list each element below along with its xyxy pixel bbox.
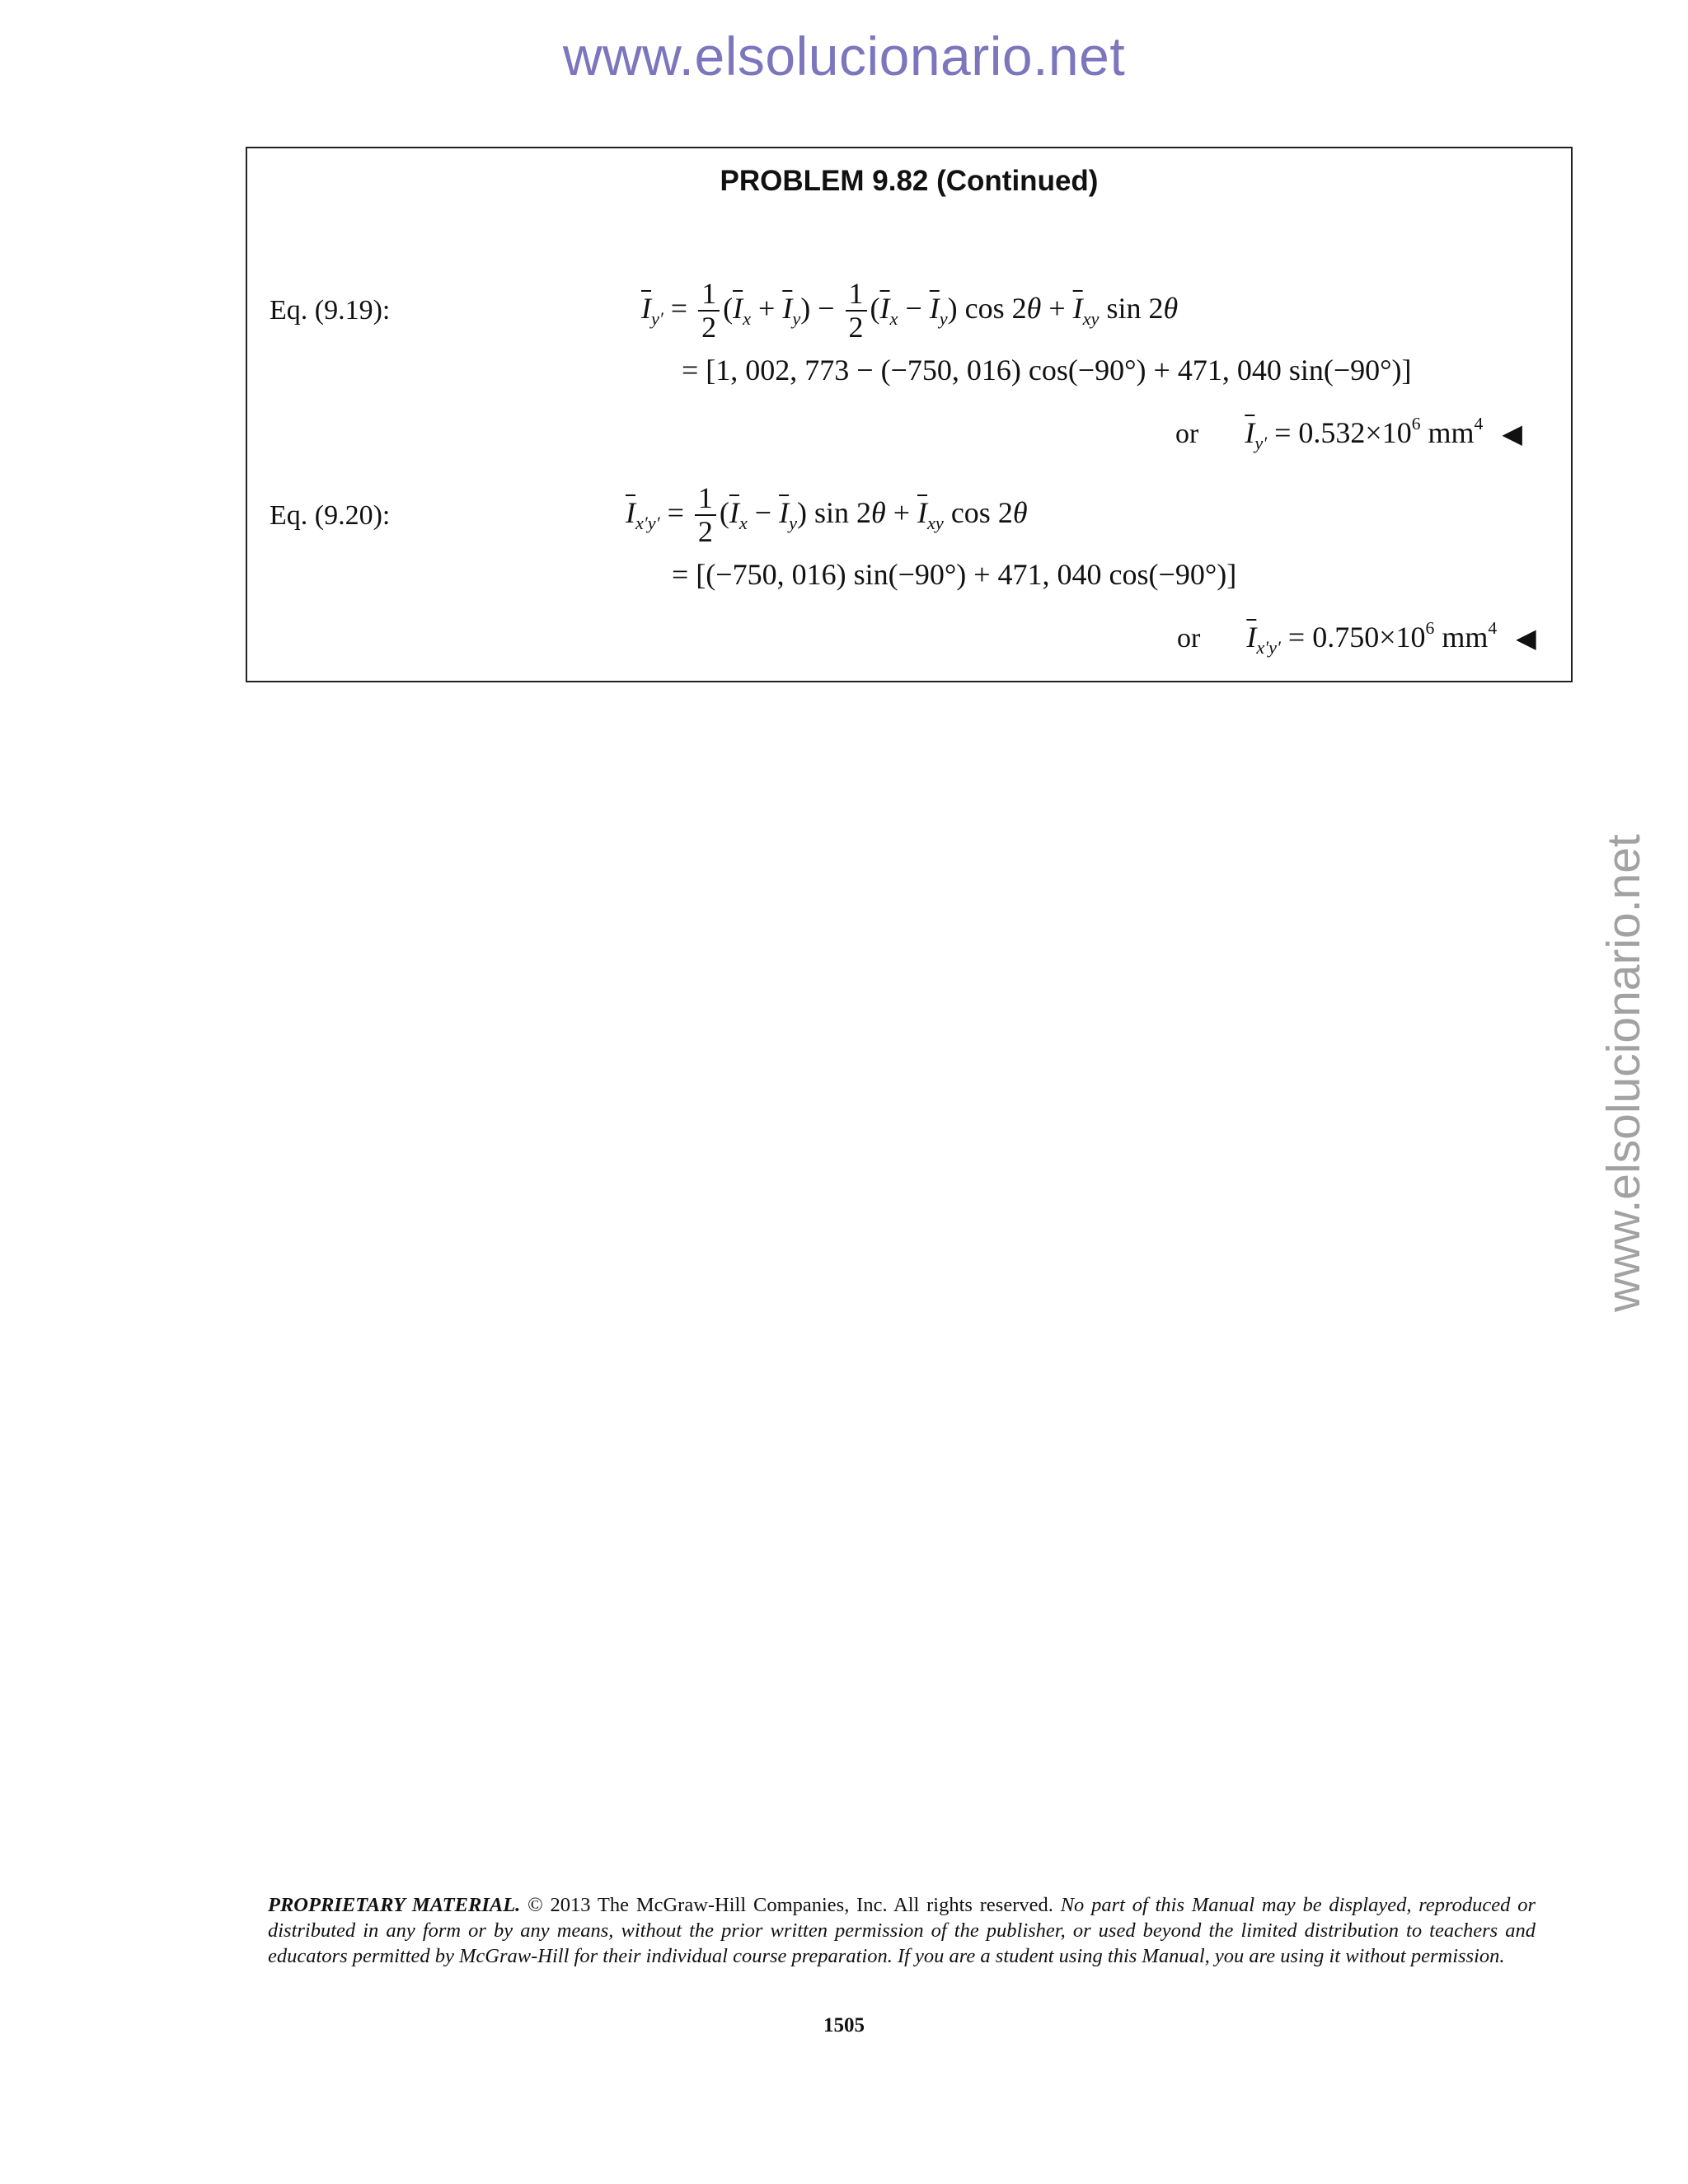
copyright-notice [268,1892,1536,1969]
problem-title: PROBLEM 9.82 (Continued) [720,165,1099,197]
problem-box [246,147,1573,682]
page-number: 1505 [823,2014,865,2036]
eq-9-19-result: or $\overline{I}_{y'} = 0.532\times 10^6$ $mm^4$ ◀ [1175,414,1522,453]
eq-9-20-label: Eq. (9.20): [270,500,391,531]
eq-9-19-label: Eq. (9.19): [270,295,391,326]
eq-9-20-result: or $\overline{I}_{x'y'} = 0.750\times 10^6$ $mm^4$ ◀ [1177,618,1536,658]
eq-9-20-substitution: = [(−750, 016) sin(−90°) + 471, 040 cos(−90°)] [672,558,1237,591]
eq-9-19-formula: $\overline{I}_{y'}$ = $\frac{1}{2}$ $(\overline{I}_x + \overline{I}_y)$ − $\frac{1}{2}$ $(\overline{I}_x - \overline{I}_y)$ $\cos 2\theta + \overline{I}_{xy}$ sin 2θ [641,277,1179,344]
watermark-side: www.elsolucionario.net [1597,834,1650,1312]
copyright-lead: PROPRIETARY MATERIAL. [268,1894,521,1916]
answer-marker-icon: ◀ [1502,419,1522,449]
eq-9-20-formula: $\overline{I}_{x'y'}$ = $\frac{1}{2}$ $(\overline{I}_x - \overline{I}_y)$ $\sin 2\theta + \overline{I}_{xy}$ cos 2θ [626,481,1028,548]
copyright-restriction: No part of this Manual may be displayed, reproduced or distributed in any form or by any means, without the prior written permission of the publisher, or used beyond the limited distribution to teachers and educators permitted by McGraw-Hill for their individual course preparation. If you are a student using this Manual, you are using it without permission. [268,1894,1536,1967]
answer-marker-icon: ◀ [1516,623,1536,654]
copyright-text: © 2013 The McGraw-Hill Companies, Inc. All rights reserved. [520,1894,1061,1916]
watermark-top: www.elsolucionario.net [562,26,1126,87]
eq-9-19-substitution: = [1, 002, 773 − (−750, 016) cos(−90°) + 471, 040 sin(−90°)] [682,354,1412,387]
